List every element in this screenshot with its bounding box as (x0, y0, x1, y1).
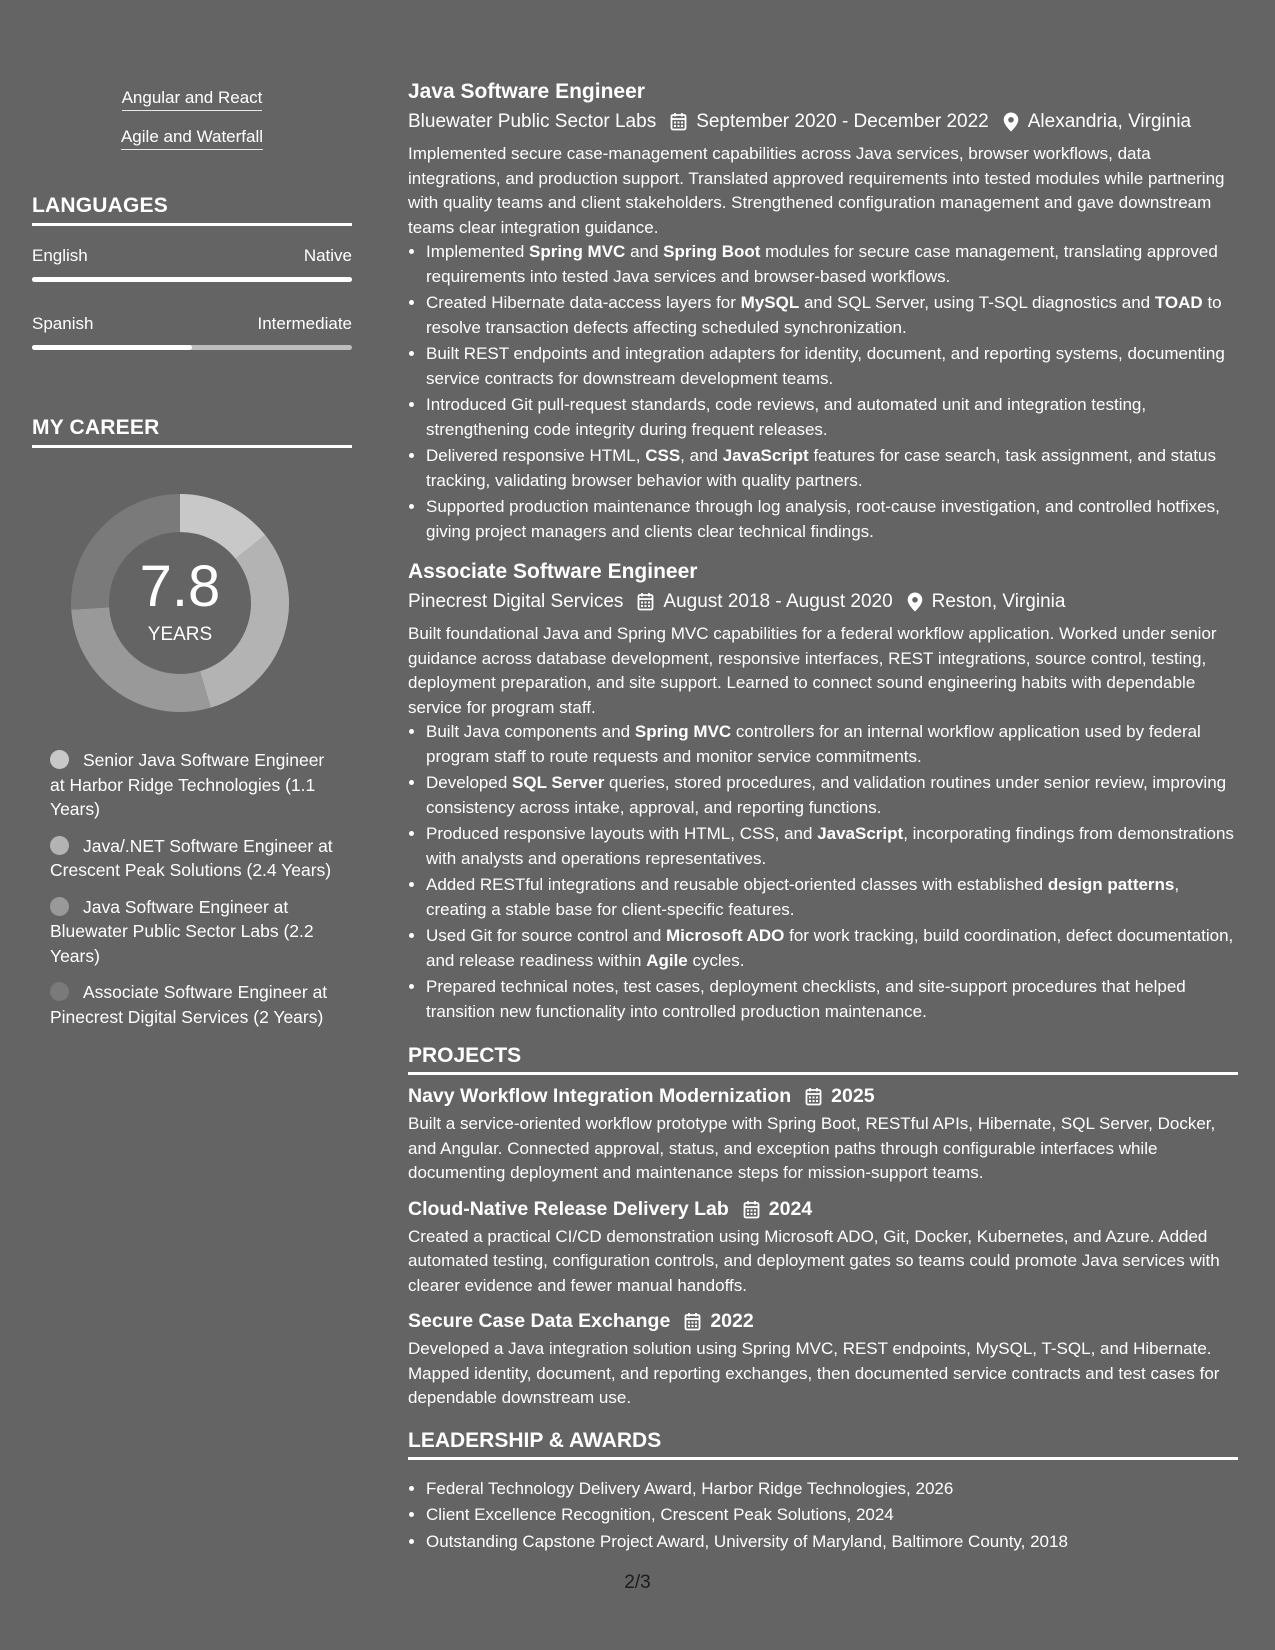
bullet-text: to resolve transaction defects affecting scheduled synchronization. (426, 293, 1222, 337)
project-title: Secure Case Data Exchange (408, 1310, 671, 1332)
job-bullet (426, 975, 1238, 1024)
job-entry (408, 558, 1238, 1024)
bullet-text: Introduced Git pull-request standards, code reviews, and automated unit and integration testing, strengthening code integrity during frequent releases. (426, 395, 1147, 439)
page-number: 2/3 (624, 1572, 651, 1593)
language-proficiency-bar (32, 277, 352, 282)
bullet-text: Supported production maintenance through log analysis, root-cause investigation, and controlled hotfixes, giving project managers and clients clear technical findings. (426, 497, 1220, 541)
project-description: Created a practical CI/CD demonstration using Microsoft ADO, Git, Docker, Kubernetes, and Azure. Added automated testing, configuration controls, and deployment gates so teams could promote Java services with clearer evidence and fewer manual handoffs. (408, 1226, 1220, 1295)
job-company: Pinecrest Digital Services (408, 591, 624, 612)
language-proficiency-bar (32, 345, 352, 350)
job-bullet (426, 291, 1238, 340)
career-legend (50, 748, 340, 1029)
bullet-keyword: JavaScript (722, 446, 809, 465)
language-item (32, 246, 352, 282)
bullet-keyword: TOAD (1154, 293, 1203, 312)
main-content (408, 78, 1238, 1572)
bullet-text: Built Java components and (426, 722, 635, 741)
legend-color-dot (50, 982, 69, 1001)
job-bullet (426, 444, 1238, 493)
bullet-keyword: design patterns (1047, 875, 1175, 894)
career-total-unit: YEARS (147, 624, 213, 645)
bullet-keyword: Microsoft ADO (666, 926, 785, 945)
job-bullet (426, 240, 1238, 289)
project-description: Built a service-oriented workflow prototype with Spring Boot, RESTful APIs, Hibernate, SQL Server, Docker, and Angular. Connected approval, status, and exception paths through configurable interfaces while documenting deployment and maintenance steps for mission-support teams. (408, 1114, 1216, 1182)
job-location (907, 588, 1066, 616)
project-year: 2025 (831, 1085, 875, 1107)
job-entry (408, 78, 1238, 544)
bullet-text: Delivered responsive HTML, (426, 446, 646, 465)
project-entry (408, 1198, 1238, 1299)
career-heading: MY CAREER (32, 416, 352, 448)
career-total-years: 7.8 (139, 554, 221, 619)
career-legend-item (50, 834, 340, 883)
sidebar (32, 78, 352, 1041)
projects-list (408, 1085, 1238, 1411)
job-meta (408, 588, 1238, 616)
job-dates (670, 108, 989, 136)
legend-color-dot (50, 836, 69, 855)
job-bullet (426, 873, 1238, 922)
bullet-text: and (625, 242, 664, 261)
language-proficiency-fill (32, 277, 352, 282)
bullet-text: , incorporating findings from demonstrations with analysts and operations representatives. (426, 824, 1234, 868)
job-location-text: Reston, Virginia (931, 591, 1066, 612)
bullet-keyword: Spring MVC (529, 242, 626, 261)
languages-heading: LANGUAGES (32, 194, 352, 226)
award-item: • Outstanding Capstone Project Award, University of Maryland, Baltimore County, 2018 (426, 1529, 1238, 1556)
project-title: Navy Workflow Integration Modernization (408, 1085, 792, 1107)
career-legend-item (50, 748, 340, 822)
career-legend-item (50, 980, 340, 1029)
job-bullet (426, 924, 1238, 973)
job-company: Bluewater Public Sector Labs (408, 111, 657, 132)
languages-list (32, 246, 352, 350)
language-proficiency-fill (32, 345, 192, 350)
job-bullets (408, 720, 1238, 1024)
job-bullet (426, 393, 1238, 442)
bullet-text: Implemented (426, 242, 529, 261)
skill-tag: Angular and React (122, 88, 263, 111)
awards-heading: LEADERSHIP & AWARDS (408, 1429, 1238, 1460)
job-summary: Implemented secure case-management capabilities across Java services, browser workflows, data integrations, and production support. Translated approved requirements into tested modules while partnering with quality teams and client stakeholders. Strengthened configuration management and gave downstream teams clear integration guidance. (408, 144, 1225, 237)
bullet-text: features for case search, task assignment, and status tracking, validating browser behavior with quality partners. (426, 446, 1216, 490)
career-legend-label: Java Software Engineer at Bluewater Public Sector Labs (2.2 Years) (50, 896, 314, 966)
career-legend-item (50, 895, 340, 969)
job-dates-text: August 2018 - August 2020 (663, 591, 893, 612)
language-level: Native (303, 246, 352, 265)
calendar-icon (805, 1087, 822, 1106)
job-bullet (426, 822, 1238, 871)
job-bullet (426, 720, 1238, 769)
bullet-keyword: Agile (646, 950, 688, 970)
job-location (1003, 108, 1191, 136)
career-legend-label: Senior Java Software Engineer at Harbor Ridge Technologies (1.1 Years) (50, 750, 325, 819)
job-title: Java Software Engineer (408, 80, 645, 103)
bullet-text: controllers for an internal workflow application used by federal program staff to route requests and monitor service commitments. (426, 722, 1201, 766)
project-header (408, 1085, 1238, 1108)
bullet-keyword: CSS (645, 446, 681, 465)
job-title: Associate Software Engineer (408, 560, 698, 583)
calendar-icon (684, 1312, 701, 1331)
projects-heading: PROJECTS (408, 1044, 1238, 1075)
bullet-text: Built REST endpoints and integration adapters for identity, document, and reporting systems, documenting service contracts for downstream development teams. (426, 344, 1225, 388)
job-bullet (426, 495, 1238, 544)
job-dates (637, 588, 892, 616)
job-bullet (426, 342, 1238, 391)
project-description: Developed a Java integration solution using Spring MVC, REST endpoints, MySQL, T-SQL, and Hibernate. Mapped identity, document, and reporting exchanges, then documented service contracts and test cases for dependable downstream use. (408, 1339, 1220, 1407)
project-year: 2024 (768, 1197, 813, 1220)
calendar-icon (670, 112, 687, 131)
bullet-keyword: Spring Boot (663, 242, 761, 261)
legend-color-dot (50, 897, 69, 916)
project-header (408, 1310, 1238, 1333)
bullet-text: cycles. (687, 950, 745, 970)
project-title: Cloud-Native Release Delivery Lab (408, 1197, 729, 1220)
career-legend-label: Associate Software Engineer at Pinecrest Digital Services (2 Years) (50, 982, 328, 1027)
skill-tag: Agile and Waterfall (121, 127, 263, 150)
job-bullet (426, 771, 1238, 820)
job-bullets (408, 240, 1238, 544)
calendar-icon (743, 1200, 760, 1219)
job-meta (408, 108, 1238, 136)
language-level: Intermediate (257, 314, 352, 333)
project-header (408, 1198, 1238, 1221)
bullet-keyword: MySQL (740, 293, 800, 312)
location-pin-icon (1003, 112, 1019, 132)
bullet-text: Developed (426, 773, 513, 792)
location-pin-icon (907, 592, 923, 612)
project-entry (408, 1310, 1238, 1411)
bullet-keyword: Spring MVC (634, 722, 732, 741)
project-entry (408, 1085, 1238, 1186)
awards-list (408, 1476, 1238, 1556)
bullet-text: , and (680, 446, 723, 465)
language-name: English (32, 246, 88, 265)
bullet-text: Used Git for source control and (426, 926, 667, 945)
bullet-text: Produced responsive layouts with HTML, CSS, and (426, 824, 818, 843)
award-item: • Client Excellence Recognition, Crescent Peak Solutions, 2024 (426, 1502, 1238, 1529)
bullet-keyword: SQL Server (512, 773, 605, 792)
legend-color-dot (50, 750, 69, 769)
project-year: 2022 (710, 1310, 754, 1332)
language-name: Spanish (32, 314, 94, 333)
job-location-text: Alexandria, Virginia (1027, 111, 1192, 132)
experience-list (408, 78, 1238, 1024)
bullet-text: Prepared technical notes, test cases, deployment checklists, and site-support procedures that helped transition new functionality into controlled production maintenance. (426, 977, 1186, 1021)
calendar-icon (637, 592, 654, 611)
bullet-text: , creating a stable base for client-specific features. (426, 875, 1180, 919)
language-item (32, 314, 352, 350)
bullet-keyword: JavaScript (817, 824, 904, 843)
bullet-text: for work tracking, build coordination, defect documentation, and release readiness within (426, 926, 1234, 970)
bullet-text: queries, stored procedures, and validation routines under senior review, improving consistency across intake, approval, and reporting functions. (426, 773, 1227, 817)
career-donut-chart (65, 488, 295, 718)
bullet-text: Created Hibernate data-access layers for (426, 293, 741, 312)
job-summary: Built foundational Java and Spring MVC capabilities for a federal workflow application. Worked under senior guidance across database development, responsive interfaces, REST integrations, source control, testing, deployment preparation, and site support. Learned to connect sound engineering habits with dependable service for program staff. (408, 624, 1217, 717)
career-legend-label: Java/.NET Software Engineer at Crescent Peak Solutions (2.4 Years) (50, 835, 333, 880)
award-item: • Federal Technology Delivery Award, Harbor Ridge Technologies, 2026 (426, 1476, 1238, 1503)
bullet-text: Added RESTful integrations and reusable object-oriented classes with established (426, 875, 1048, 894)
bullet-text: and SQL Server, using T-SQL diagnostics and (799, 293, 1155, 312)
bullet-text: modules for secure case management, translating approved requirements into tested Java services and browser-based workflows. (426, 242, 1218, 286)
job-dates-text: September 2020 - December 2022 (696, 111, 989, 132)
